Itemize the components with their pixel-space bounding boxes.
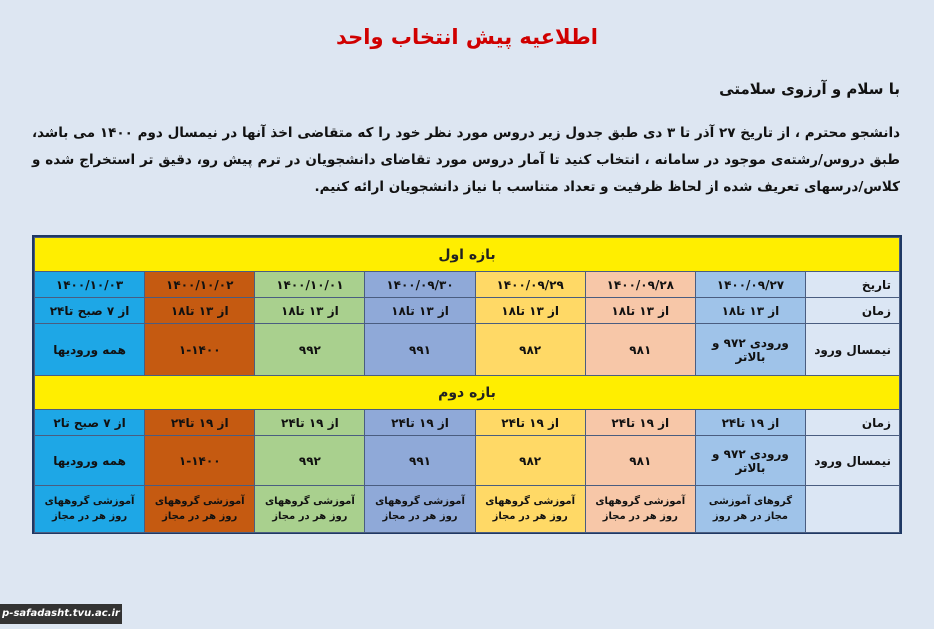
table-cell: از ۱۹ تا۲۴ [585, 410, 695, 436]
table-row [35, 324, 900, 376]
period2-header: بازه دوم [35, 376, 900, 410]
table-row [35, 410, 900, 436]
period1-header: بازه اول [35, 238, 900, 272]
schedule-table-frame [32, 235, 902, 534]
table-cell: از ۱۹ تا۲۴ [475, 410, 585, 436]
table-cell: از ۱۳ تا۱۸ [475, 298, 585, 324]
table-cell: گروهای آموزشی مجاز در هر روز [695, 486, 805, 533]
table-cell: از ۱۳ تا۱۸ [365, 298, 475, 324]
table-cell: ورودی ۹۷۲ و بالاتر [695, 324, 805, 376]
greeting-text: با سلام و آرزوی سلامتی [719, 80, 900, 98]
table-cell: ۱-۱۴۰۰ [145, 324, 255, 376]
table-cell: آموزشی گروههای روز هر در مجاز [365, 486, 475, 533]
table-cell: ۹۹۲ [255, 436, 365, 486]
table-cell: آموزشی گروههای روز هر در مجاز [585, 486, 695, 533]
row-label: تاریخ [806, 272, 900, 298]
table-cell: ۱۴۰۰/۰۹/۳۰ [365, 272, 475, 298]
table-row [35, 436, 900, 486]
period2-header-row [35, 376, 900, 410]
table-cell: همه ورودیها [35, 436, 145, 486]
site-url-watermark: p-safadasht.tvu.ac.ir [0, 604, 122, 624]
table-cell: ۹۸۱ [585, 324, 695, 376]
announcement-paragraph: دانشجو محترم ، از تاریخ ۲۷ آذر تا ۳ دی طبق جدول زیر دروس مورد نظر خود را که متقاضی اخذ آنها در نیمسال دوم ۱۴۰۰ می باشد، طبق دروس/رشته‌ی موجود در سامانه ، انتخاب کنید تا آمار دروس مورد تقاضای دانشجویان در ترم پیش رو، دقیق تر استخراج شده و کلاس/درسهای تعریف شده از لحاظ ظرفیت و تعداد متناسب با نیاز دانشجویان ارائه کنیم. [32, 125, 900, 195]
table-cell: از ۱۳ تا۱۸ [255, 298, 365, 324]
table-cell: همه ورودیها [35, 324, 145, 376]
table-cell: از ۱۳ تا۱۸ [145, 298, 255, 324]
table-cell: آموزشی گروههای روز هر در مجاز [255, 486, 365, 533]
table-cell: از ۱۹ تا۲۴ [365, 410, 475, 436]
table-cell: از ۱۹ تا۲۴ [255, 410, 365, 436]
table-cell: ۱۴۰۰/۰۹/۲۹ [475, 272, 585, 298]
table-cell: ۱۴۰۰/۰۹/۲۸ [585, 272, 695, 298]
table-cell: از ۱۳ تا۱۸ [695, 298, 805, 324]
row-label: زمان [806, 298, 900, 324]
schedule-table [34, 237, 900, 533]
table-cell: ۹۸۲ [475, 324, 585, 376]
table-cell: آموزشی گروههای روز هر در مجاز [35, 486, 145, 533]
table-cell: ۹۸۱ [585, 436, 695, 486]
table-row [35, 298, 900, 324]
table-cell: ۱۴۰۰/۱۰/۰۱ [255, 272, 365, 298]
table-cell: آموزشی گروههای روز هر در مجاز [145, 486, 255, 533]
table-cell: از ۱۹ تا۲۴ [145, 410, 255, 436]
table-row [35, 272, 900, 298]
table-cell: ۱۴۰۰/۱۰/۰۲ [145, 272, 255, 298]
period1-header-row [35, 238, 900, 272]
table-cell: از ۷ صبح تا۲۴ [35, 298, 145, 324]
table-cell: ۱-۱۴۰۰ [145, 436, 255, 486]
table-cell: ۱۴۰۰/۱۰/۰۳ [35, 272, 145, 298]
row-label: نیمسال ورود [806, 436, 900, 486]
page-title: اطلاعیه پیش انتخاب واحد [336, 25, 598, 49]
table-cell: از ۱۹ تا۲۴ [695, 410, 805, 436]
row-label: نیمسال ورود [806, 324, 900, 376]
table-row [35, 486, 900, 533]
table-cell: ۹۹۱ [365, 324, 475, 376]
table-cell: آموزشی گروههای روز هر در مجاز [475, 486, 585, 533]
table-cell: ورودی ۹۷۲ و بالاتر [695, 436, 805, 486]
row-label: زمان [806, 410, 900, 436]
table-cell: ۹۸۲ [475, 436, 585, 486]
table-cell: ۹۹۱ [365, 436, 475, 486]
table-cell: ۱۴۰۰/۰۹/۲۷ [695, 272, 805, 298]
table-cell: از ۱۳ تا۱۸ [585, 298, 695, 324]
row-label [806, 486, 900, 533]
table-cell: ۹۹۲ [255, 324, 365, 376]
table-cell: از ۷ صبح تا۲ [35, 410, 145, 436]
